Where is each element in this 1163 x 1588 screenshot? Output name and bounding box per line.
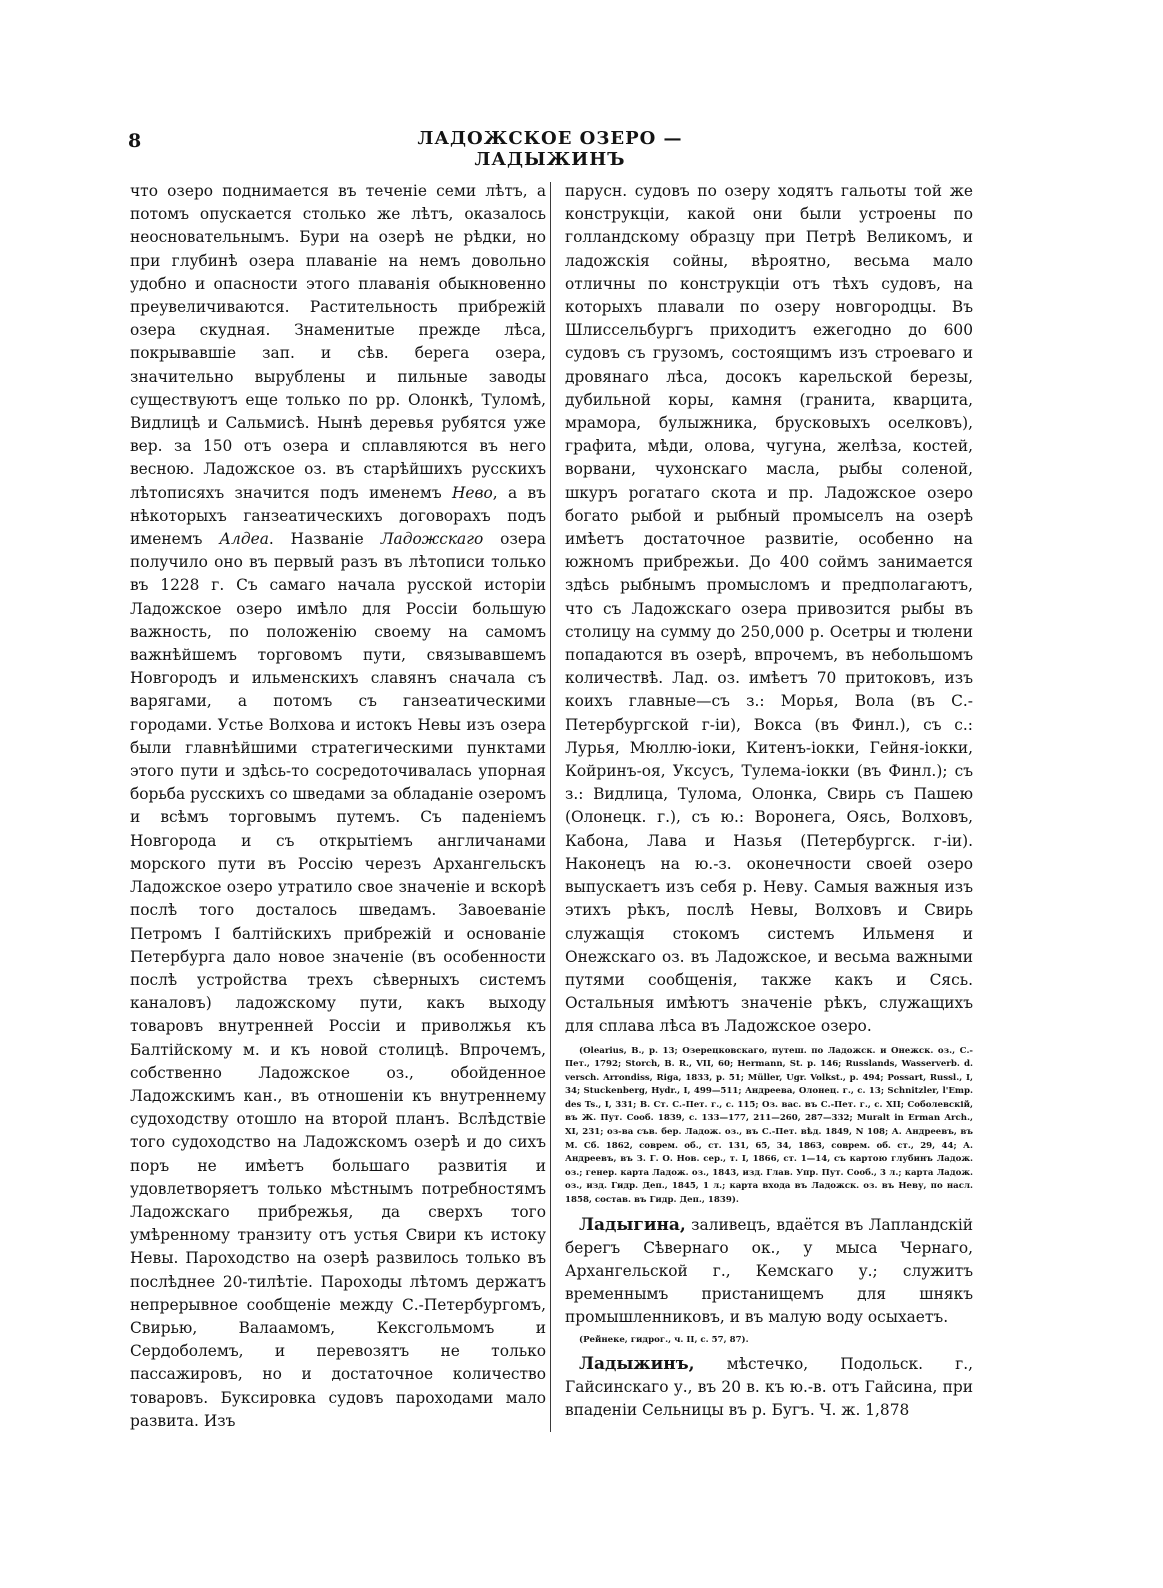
column-divider xyxy=(550,182,551,1432)
historic-name-aldea: Алдеа xyxy=(219,530,269,549)
article-text: что озеро поднимается въ теченіе семи лѣтъ, а потомъ опускается столько же лѣтъ, оказалось неосновательнымъ. Бури на озерѣ не рѣдки, но при глубинѣ озера плаваніе на немъ довольно удобно и опасности этого плаванія обыкновенно преувеличиваются. Растительность прибрежій озера скудная. Знаменитые прежде лѣса, покрывавшіе зап. и сѣв. берега озера, значительно вырублены и пильные заводы существуютъ еще только по рр. Олонкѣ, Туломѣ, Видлицѣ и Сальмисѣ. Нынѣ деревья рубятся уже вер. за 150 отъ озера и сплавляются въ него весною. Ладожское оз. въ старѣйшихъ русскихъ лѣтописяхъ значится подъ именемъ xyxy=(130,182,546,502)
article-paragraph: парусн. судовъ по озеру ходятъ гальоты той же конструкціи, какой они были устроены по голландскому образцу при Петрѣ Великомъ, и ладожскія сойны, вѣроятно, весьма мало отличны по конструкціи отъ тѣхъ судовъ, на которыхъ плавали по озеру новгородцы. Въ Шлиссельбургъ приходитъ ежегодно до 600 судовъ съ грузомъ, состоящимъ изъ строеваго и дровянаго лѣса, досокъ карельской березы, дубильной коры, камня (гранита, кварцита, мрамора, булыжника, брусковыхъ оселковъ), графита, мѣди, олова, чугуна, желѣза, костей, ворвани, чухонскаго масла, рыбы соленой, шкуръ рогатаго скота и пр. Ладожское озеро богато рыбой и рыбный промыселъ на озерѣ имѣетъ достаточное развитіе, особенно на южномъ прибрежьи. До 400 соймъ занимается здѣсь рыбнымъ промысломъ и предполагаютъ, что съ Ладожскаго озера привозится рыбы въ столицу на сумму до 250,000 р. Осетры и тюлени попадаются въ озерѣ, впрочемъ, въ небольшомъ количествѣ. Лад. оз. имѣетъ 70 притоковъ, изъ коихъ главные—съ з.: Морья, Вола (въ С.-Петербургской г-іи), Вокса (въ Финл.), съ с.: Лурья, Мюллю-іоки, Китенъ-іокки, Гейня-іокки, Койринъ-оя, Уксусъ, Тулема-іокки (въ Финл.); съ з.: Видлица, Тулома, Олонка, Свирь съ Пашею (Олонецк. г.), съ ю.: Воронега, Оясь, Волховъ, Кабона, Лава и Назья (Петербургск. г-іи). Наконецъ на ю.-з. оконечности своей озеро выпускаетъ изъ себя р. Неву. Самыя важныя изъ этихъ рѣкъ, послѣ Невы, Волховъ и Свирь служащія стокомъ системъ Ильменя и Онежскаго оз. въ Ладожское, и весьма важными путями сообщенія, также какъ и Сясь. Остальныя имѣютъ значеніе рѣкъ, служащихъ для сплава лѣса въ Ладожское озеро. xyxy=(565,182,973,1036)
headword: Ладыгина, xyxy=(579,1214,686,1235)
historic-name-nevo: Нево xyxy=(451,483,493,502)
article-paragraph xyxy=(130,180,546,1433)
article-text: озера получило оно въ первый разъ въ лѣтописи только въ 1228 г. Съ самаго начала русской исторіи Ладожское озеро имѣло для Россіи большую важность, по положенію своему на самомъ важнѣйшемъ торговомъ пути, связывавшемъ Новгородъ и ильменскихъ славянъ сначала съ варягами, а потомъ съ ганзеатическими городами. Устье Волхова и истокъ Невы изъ озера были главнѣйшими стратегическими пунктами этого пути и здѣсь-то сосредоточивалась упорная борьба русскихъ со шведами за обладаніе озеромъ и всѣмъ торговымъ путемъ. Съ паденіемъ Новгорода и съ открытіемъ англичанами морского пути въ Россію черезъ Архангельскъ Ладожское озеро утратило свое значеніе и вскорѣ послѣ того досталось шведамъ. Завоеваніе Петромъ I балтійскихъ прибрежій и основаніе Петербурга дало новое значеніе (въ особенности послѣ устройства трехъ сѣверныхъ системъ каналовъ) ладожскому пути, какъ выходу товаровъ внутренней Россіи и приволжья къ Балтійскому м. и къ новой столицѣ. Впрочемъ, собственно Ладожское оз., обойденное Ладожскимъ кан., въ отношеніи къ внутреннему судоходству отошло на второй планъ. Вслѣдствіе того судоходство на Ладожскомъ озерѣ и до сихъ поръ не имѣетъ большаго развитія и удовлетворяетъ только мѣстнымъ потребностямъ Ладожскаго прибрежья, да сверхъ того умѣренному транзиту отъ устья Свири къ истоку Невы. Пароходство на озерѣ развилось только въ послѣднее 20-тилѣтіе. Пароходы лѣтомъ держатъ непрерывное сообщеніе между С.-Петербургомъ, Свирью, Валаамомъ, Кексгольмомъ и Сердоболемъ, и перевозятъ не только пассажировъ, но и достаточное количество товаровъ. Буксировка судовъ пароходами мало развита. Изъ xyxy=(130,530,546,1430)
dictionary-entry-ladygina xyxy=(565,1214,973,1330)
headword: Ладыжинъ, xyxy=(579,1353,695,1374)
entry-reference: (Рейнеке, гидрог., ч. II, с. 57, 87). xyxy=(579,1334,749,1345)
entry-text: мѣстечко, Подольск. г., Гайсинскаго у., въ 20 в. къ ю.-в. отъ Гайсина, при впаденіи Сельницы въ р. Бугъ. Ч. ж. 1,878 xyxy=(565,1354,973,1420)
left-column xyxy=(130,180,546,1433)
running-head: ЛАДОЖСКОЕ ОЗЕРО — ЛАДЫЖИНЪ xyxy=(417,128,683,170)
article-text: , а въ нѣкоторыхъ ганзеатическихъ договорахъ подъ именемъ xyxy=(130,483,547,549)
page-number: 8 xyxy=(128,130,142,152)
entry-text: заливецъ, вдаётся въ Лапландскій берегъ Сѣвернаго ок., у мыса Чернаго, Архангельской г., Кемскаго у.; служитъ временнымъ пристанищемъ для шнякъ промышленниковъ, и въ малую воду осыхаетъ. xyxy=(565,1215,973,1327)
historic-name-ladozhskago: Ладожскаго xyxy=(380,530,484,549)
article-text: . Названіе xyxy=(268,530,381,549)
right-column xyxy=(565,180,973,1422)
dictionary-entry-ladyzhin xyxy=(565,1353,973,1423)
bibliography-references: (Olearius, B., p. 13; Озерецковскаго, путеш. по Ладожск. и Онежск. оз., С.-Пет., 1792; Storch, B. R., VII, 60; Hermann, St. p. 146; Russlands, Wasserverb. d. versch. Arrondiss, Riga, 1833, p. 51; Müller, Ugr. Volkst., p. 494; Possart, Russl., I, 34; Stuckenberg, Hydr., I, 499—511; Андреева, Олонец. г., с. 13; Schnitzler, l'Emp. des Ts., I, 331; В. Ст. С.-Пет. г., с. 115; Оз. вас. въ С.-Пет. г., с. XII; Соболевскій, въ Ж. Пут. Сооб. 1839, с. 133—177, 211—260, 287—332; Muralt in Erman Arch., XI, 231; оз-ва съв. бер. Ладож. оз., въ С.-Пет. вѣд. 1849, N 108; А. Андреевъ, въ М. Сб. 1862, соврем. об., ст. 131, 65, 34, 1863, соврем. об. ст., 29, 44; А. Андреевъ, въ З. Г. О. Нов. сер., т. I, 1866, ст. 1—14, съ картою глубинъ Ладож. оз.; генер. карта Ладож. оз., 1843, изд. Глав. Упр. Пут. Сооб., 3 л.; карта Ладож. оз., изд. Гидр. Деп., 1845, 1 л.; карта входа въ Ладожск. оз. въ Неву, по насл. 1858, состав. въ Гидр. Деп., 1839). xyxy=(565,1045,973,1206)
